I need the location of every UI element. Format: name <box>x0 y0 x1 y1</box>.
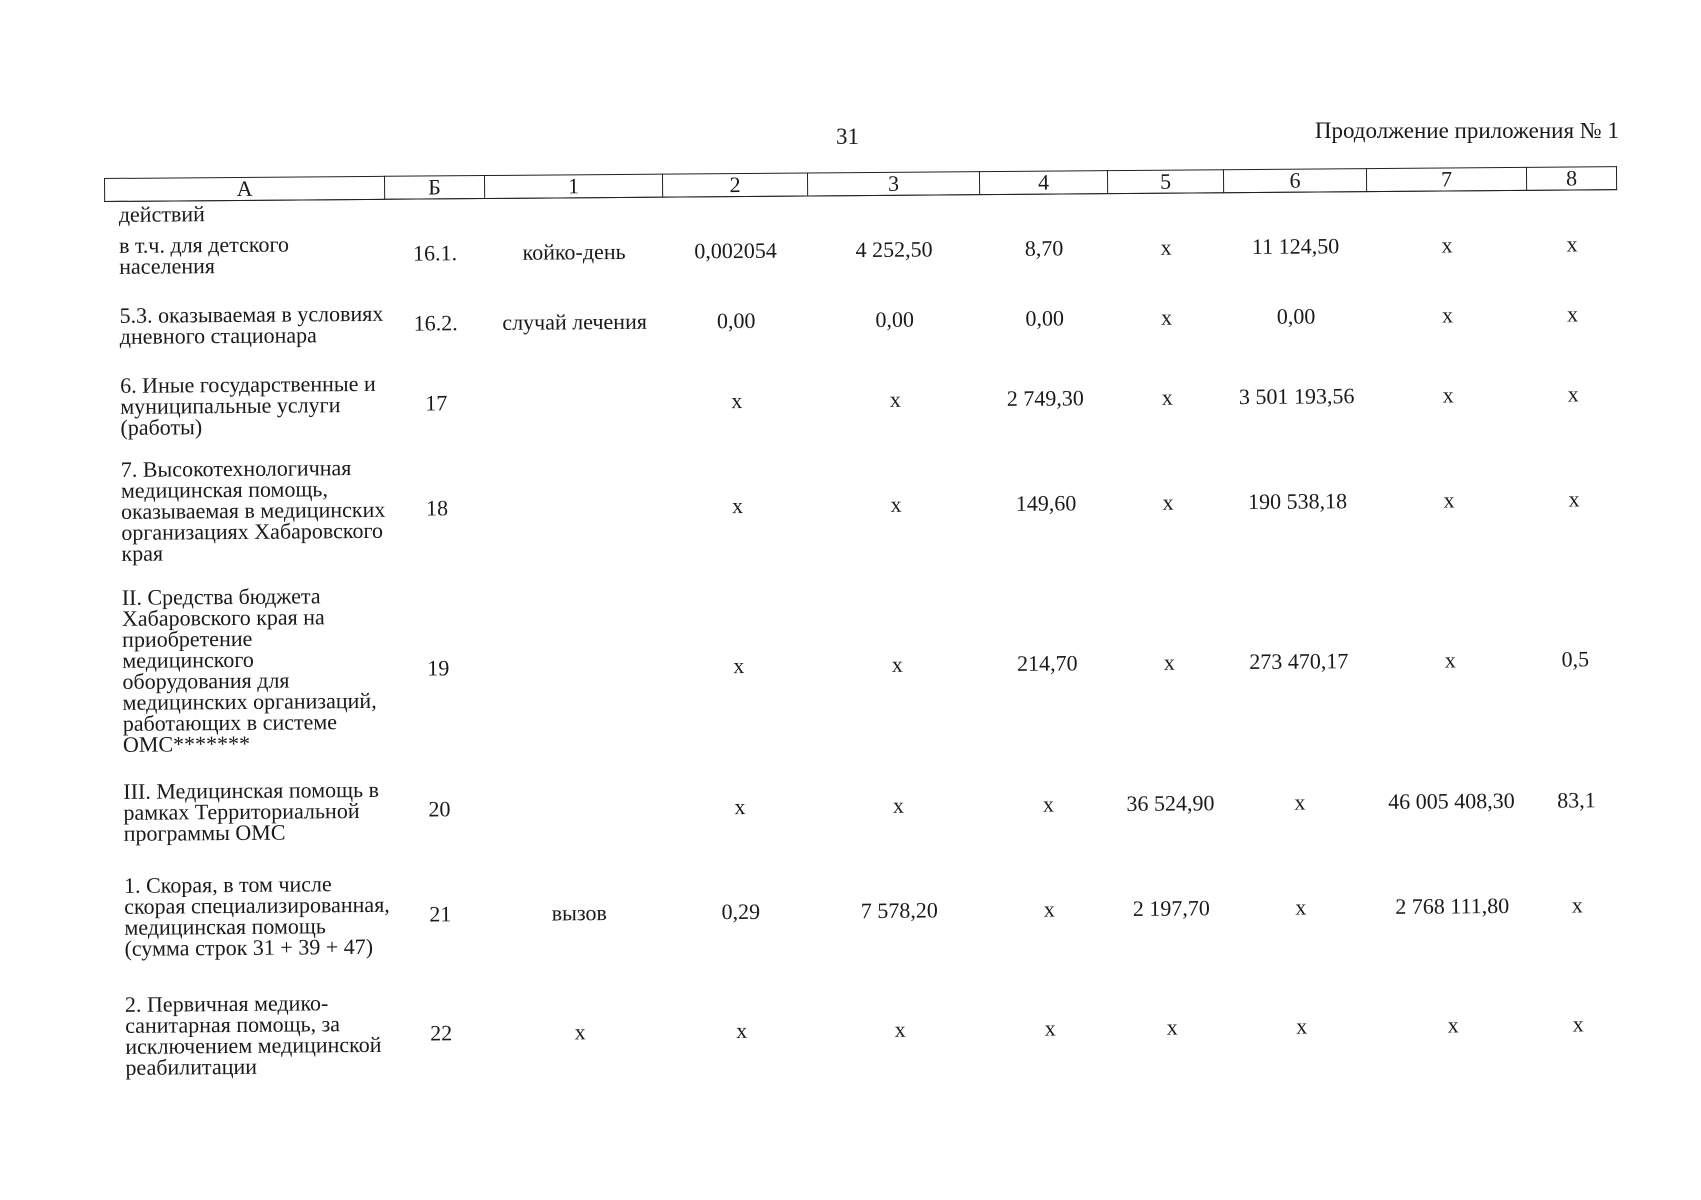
cell: х <box>1444 647 1456 673</box>
cell: 0,00 <box>716 307 756 334</box>
cell: 4 252,50 <box>855 236 933 263</box>
cell: х <box>1162 489 1174 515</box>
cell: х <box>1296 1013 1308 1039</box>
cell <box>1367 190 1527 216</box>
cell: 7 578,20 <box>860 897 938 924</box>
cell: 19 <box>427 655 450 681</box>
cell: х <box>1567 381 1579 407</box>
row-name: 1. Скорая, в том числе скорая специализированная, медицинская помощь (сумма строк 31 + 39 + 47) <box>123 871 390 961</box>
row-name: 7. Высокотехнологичная медицинская помощь, оказываемая в медицинских организациях Хабаровского края <box>120 454 386 566</box>
cell <box>487 442 666 573</box>
cell <box>485 197 663 223</box>
row-name: в т.ч. для детского населения <box>118 231 289 279</box>
cell: х <box>731 492 744 519</box>
cell <box>980 194 1108 220</box>
cell: х <box>734 793 746 820</box>
cell <box>1224 192 1367 218</box>
table-row <box>106 354 1619 446</box>
table-row <box>108 564 1621 766</box>
cell: 190 538,18 <box>1247 488 1348 515</box>
cell: х <box>1568 486 1580 512</box>
cell: 22 <box>430 1020 453 1046</box>
cell: 0,00 <box>1276 303 1316 329</box>
cell: 17 <box>425 390 448 416</box>
col-header-5: 5 <box>1107 170 1223 194</box>
col-header-3: 3 <box>807 172 979 196</box>
col-header-2: 2 <box>662 173 807 197</box>
cell <box>1527 190 1617 215</box>
cell: х <box>889 386 901 412</box>
cell: х <box>1572 1011 1584 1037</box>
cell: х <box>1044 1015 1056 1041</box>
cell: 21 <box>429 901 452 927</box>
col-header-a: А <box>105 176 385 201</box>
cell: 2 768 111,80 <box>1395 892 1510 919</box>
cell: 83,1 <box>1557 787 1596 813</box>
cell: 18 <box>426 495 449 521</box>
cell <box>488 572 667 763</box>
cell: 11 124,50 <box>1251 233 1340 259</box>
cell: х <box>1161 384 1173 410</box>
cell: х <box>736 1017 748 1044</box>
data-table <box>104 166 1624 1096</box>
cell: х <box>892 792 905 818</box>
cell: вызов <box>551 900 607 926</box>
cell <box>663 196 808 222</box>
page-number: 31 <box>836 124 859 149</box>
cell: х <box>1443 487 1455 513</box>
cell: 2 197,70 <box>1132 895 1210 921</box>
col-header-1: 1 <box>484 174 662 198</box>
cell: х <box>1566 231 1578 257</box>
cell: 0,5 <box>1561 646 1590 672</box>
cell: х <box>1294 789 1306 815</box>
row-name: 6. Иные государственные и муниципальные услуги (работы) <box>120 370 376 440</box>
cell: х <box>1295 894 1307 920</box>
table-row <box>109 754 1622 858</box>
cell: 3 501 193,56 <box>1238 383 1355 410</box>
col-header-4: 4 <box>979 171 1107 195</box>
cell: койко-день <box>522 238 626 265</box>
cell: 0,00 <box>875 306 914 332</box>
cell: 20 <box>428 796 451 822</box>
table-row <box>111 964 1624 1096</box>
cell: 0,00 <box>1025 305 1064 331</box>
cell <box>489 762 668 855</box>
cell: х <box>1166 1014 1178 1040</box>
row-name: 5.3. оказываемая в условиях дневного стационара <box>119 300 384 349</box>
appendix-label: Продолжение приложения № 1 <box>1314 118 1619 143</box>
cell: 214,70 <box>1016 650 1078 676</box>
col-header-b: Б <box>384 176 484 200</box>
cell: х <box>1571 892 1583 918</box>
table-row <box>107 434 1620 576</box>
cell: 16.2. <box>413 310 458 336</box>
cell: 0,29 <box>721 898 761 925</box>
cell: х <box>1042 791 1055 817</box>
cell <box>808 195 980 221</box>
cell: х <box>1567 301 1579 327</box>
cell: х <box>890 491 902 517</box>
row-name: III. Медицинская помощь в рамках Территориальной программы ОМС <box>123 776 380 846</box>
cell: 36 524,90 <box>1126 790 1215 816</box>
table-row <box>105 274 1618 366</box>
col-header-8: 8 <box>1526 167 1616 191</box>
cell: 0,002054 <box>694 237 777 264</box>
cell: 46 005 408,30 <box>1388 787 1515 814</box>
cell: х <box>1043 896 1055 922</box>
col-header-6: 6 <box>1223 169 1366 193</box>
cell: х <box>1442 302 1454 328</box>
table-row <box>110 846 1623 976</box>
cell: 8,70 <box>1024 235 1064 261</box>
cell: 149,60 <box>1015 490 1077 516</box>
cell: х <box>1442 382 1454 408</box>
cell: х <box>1447 1012 1459 1038</box>
cell: х <box>733 652 745 679</box>
cell: х <box>1161 304 1173 330</box>
cell <box>1108 193 1224 218</box>
cell: 2 749,30 <box>1006 385 1084 411</box>
cell: х <box>574 1019 586 1045</box>
cell <box>486 362 665 443</box>
cell: х <box>1441 232 1453 258</box>
cell: х <box>894 1016 906 1042</box>
row-name: действий <box>118 200 205 227</box>
cell: х <box>891 651 903 677</box>
row-name: II. Средства бюджета Хабаровского края на приобретение медицинского оборудования для медицинских организаций, работающих в системе ОМС******* <box>121 583 377 757</box>
col-header-7: 7 <box>1366 167 1526 191</box>
cell: х <box>1160 234 1172 260</box>
cell: 273 470,17 <box>1249 648 1349 675</box>
cell: х <box>1163 649 1175 675</box>
cell: 16.1. <box>413 240 458 266</box>
cell: х <box>731 387 743 414</box>
cell: случай лечения <box>502 308 648 335</box>
row-name: 2. Первичная медико-санитарная помощь, за исключением медицинской реабилитации <box>124 990 382 1080</box>
cell <box>385 199 485 224</box>
